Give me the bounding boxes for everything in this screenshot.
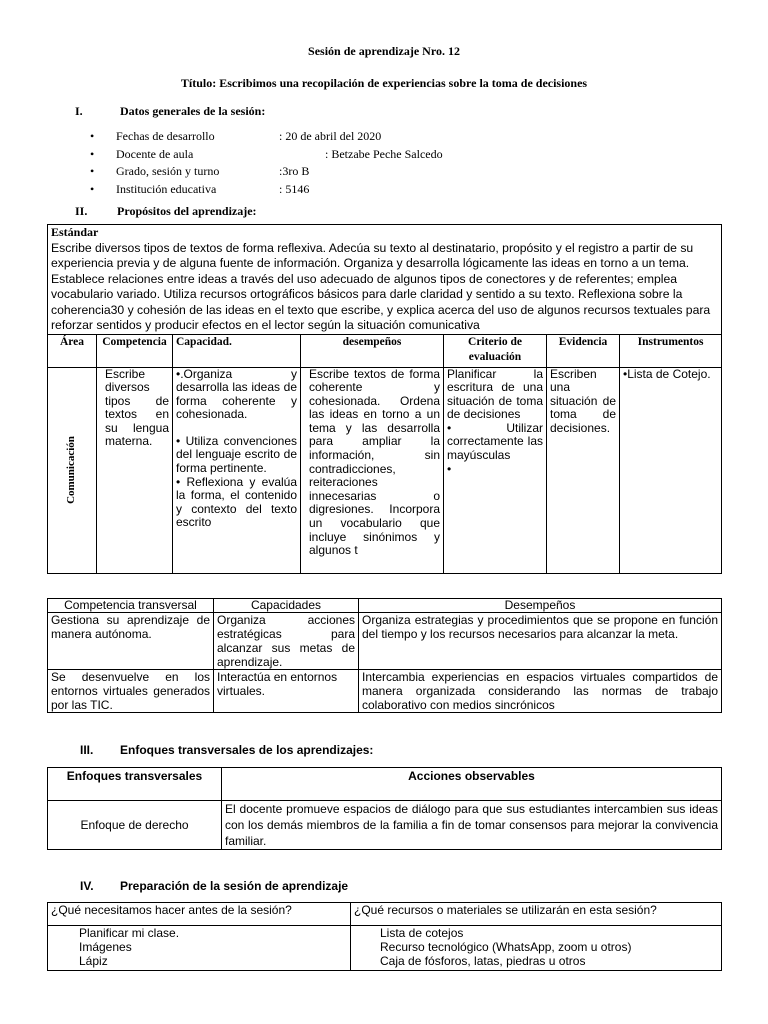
- desempenos-cell: Escribe textos de forma coherente y cohesionada. Ordena las ideas en torno a un tema y las desarrolla para ampliar la información, sin contradicciones, reiteraciones innecesarias o digresiones. Incorpora un vocabulario que incluye sinónimos y algunos t: [301, 367, 444, 573]
- capacidad-item: • Reflexiona y evalúa la forma, el contenido y contexto del texto escrito: [176, 474, 297, 530]
- list-item: Planificar mi clase.: [79, 926, 180, 940]
- estandar-cell: [48, 225, 722, 335]
- table-cell: Organiza estrategias y procedimientos que se propone en función del tiempo y los recursos necesarios para alcanzar la meta.: [359, 613, 722, 670]
- list-item: Lápiz: [79, 954, 108, 968]
- header-criterio: Criterio de evaluación: [444, 334, 547, 367]
- criterio-item: •: [447, 461, 452, 476]
- criterio-item: • Utilizar correctamente las mayúsculas: [447, 420, 543, 463]
- enfoques-table: [47, 767, 722, 850]
- header-antes: ¿Qué necesitamos hacer antes de la sesión?: [48, 903, 351, 926]
- header-area: Área: [48, 334, 97, 367]
- table-cell: Gestiona su aprendizaje de manera autónoma.: [48, 613, 214, 670]
- criterio-cell: [444, 367, 547, 573]
- table-cell: Intercambia experiencias en espacios virtuales compartidos de manera organizada considerando las normas de trabajo colaborativo con medios sincrónicos: [359, 670, 722, 713]
- capacidad-item: • Utiliza convenciones del lenguaje escrito de forma pertinente.: [176, 433, 297, 476]
- field-value: : Betzabe Peche Salcedo: [325, 146, 443, 161]
- session-number: Sesión de aprendizaje Nro. 12: [308, 44, 460, 58]
- area-cell: [48, 367, 97, 573]
- bullet: •: [90, 129, 95, 143]
- header-recursos: ¿Qué recursos o materiales se utilizarán en esta sesión?: [351, 903, 722, 926]
- bullet: •: [90, 164, 95, 178]
- section-number: IV.: [80, 879, 94, 893]
- section-number: I.: [75, 104, 83, 118]
- field-value: :3ro B: [279, 164, 310, 178]
- section-heading-enfoques: [80, 743, 580, 759]
- list-item: Caja de fósforos, latas, piedras u otros: [380, 954, 586, 968]
- area-label: Comunicación: [65, 436, 78, 504]
- section-number: II.: [75, 204, 88, 218]
- capacidad-cell: [173, 367, 301, 573]
- preparacion-table: [47, 902, 722, 971]
- header-acciones: Acciones observables: [222, 768, 722, 801]
- table-cell: Interactúa en entornos virtuales.: [214, 670, 359, 713]
- section-number: III.: [80, 743, 94, 757]
- section-heading-datos: [75, 104, 475, 120]
- header-enfoque: Enfoques transversales: [48, 768, 222, 801]
- section-label: Preparación de la sesión de aprendizaje: [120, 879, 349, 893]
- section-label: Datos generales de la sesión:: [120, 104, 266, 118]
- header-desempenos: desempeños: [301, 334, 444, 367]
- antes-cell: [48, 926, 351, 971]
- field-label: Grado, sesión y turno: [116, 164, 220, 178]
- table-cell: Organiza acciones estratégicas para alcanzar sus metas de aprendizaje.: [214, 613, 359, 670]
- section-label: Enfoques transversales de los aprendizajes:: [120, 743, 374, 757]
- header-competencia: Competencia: [97, 334, 173, 367]
- evidencia-cell: Escriben una situación de toma de decisiones.: [547, 367, 620, 573]
- section-heading-propositos: [75, 204, 475, 220]
- header-capacidad: Capacidad.: [173, 334, 301, 367]
- estandar-text: Escribe diversos tipos de textos de forma reflexiva. Adecúa su texto al destinatario, propósito y el registro a partir de su experiencia previa y de alguna fuente de información. Organiza y desarrolla lógicamente las ideas en torno a un tema. Establece relaciones entre ideas a través del uso adecuado de algunos tipos de conectores y de referentes; emplea vocabulario variado. Utiliza recursos ortográficos básicos para darle claridad y sentido a su texto. Reflexiona sobre la coherencia30 y cohesión de las ideas en el texto que escribe, y explica acerca del uso de algunos recursos textuales para reforzar sentidos y producir efectos en el lector según la situación comunicativa: [51, 240, 711, 332]
- section-label: Propósitos del aprendizaje:: [117, 204, 257, 218]
- field-label: Institución educativa: [116, 181, 217, 196]
- table-cell: Se desenvuelve en los entornos virtuales generados por las TIC.: [48, 670, 214, 713]
- field-value: : 5146: [279, 181, 310, 196]
- enfoque-name: Enfoque de derecho: [48, 801, 222, 850]
- bullet: •: [90, 146, 95, 161]
- list-item: Recurso tecnológico (WhatsApp, zoom u otros): [380, 940, 632, 954]
- header-evidencia: Evidencia: [547, 334, 620, 367]
- propositos-table: [47, 224, 722, 574]
- field-label: Docente de aula: [116, 146, 194, 161]
- header-competencia-transversal: Competencia transversal: [48, 599, 214, 613]
- list-item: Imágenes: [79, 940, 132, 954]
- bullet: •: [90, 181, 95, 196]
- field-value: : 20 de abril del 2020: [279, 129, 382, 143]
- recursos-cell: [351, 926, 722, 971]
- capacidad-item: •.Organiza y desarrolla las ideas de forma coherente y cohesionada.: [176, 366, 297, 422]
- header-desempenos: Desempeños: [359, 599, 722, 613]
- enfoque-acciones: El docente promueve espacios de diálogo para que sus estudiantes intercambien sus ideas con los demás miembros de la familia a fin de tomar consensos para mejorar la convivencia familiar.: [222, 801, 722, 850]
- instrumentos-cell: •Lista de Cotejo.: [620, 367, 722, 573]
- criterio-item: Planificar la escritura de una situación de toma de decisiones: [447, 366, 543, 422]
- session-title: Título: Escribimos una recopilación de experiencias sobre la toma de decisiones: [180, 76, 588, 90]
- list-item: Lista de cotejos: [380, 926, 464, 940]
- field-label: Fechas de desarrollo: [116, 129, 215, 143]
- header-instrumentos: Instrumentos: [620, 334, 722, 367]
- section-heading-preparacion: [80, 879, 580, 895]
- estandar-label: Estándar: [51, 225, 99, 239]
- header-capacidades: Capacidades: [214, 599, 359, 613]
- competencia-transversal-table: [47, 598, 722, 713]
- competencia-cell: Escribe diversos tipos de textos en su lengua materna.: [97, 367, 173, 573]
